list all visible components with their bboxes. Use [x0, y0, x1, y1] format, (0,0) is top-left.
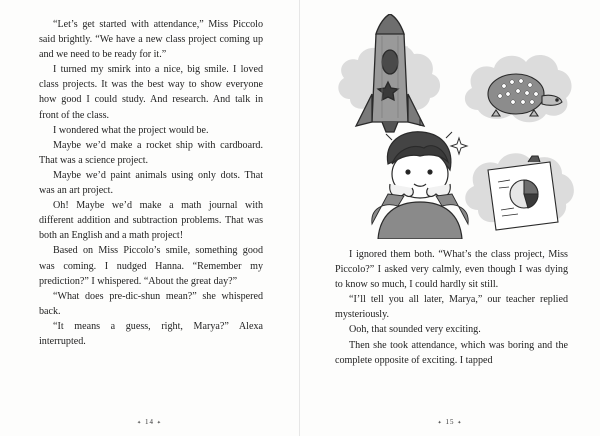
paragraph: I ignored them both. “What’s the class project, Miss Piccolo?” I asked very calmly, even though I was dying to know so much, I could hardly sit still.	[335, 249, 568, 291]
page-number-left	[0, 418, 299, 426]
paragraph: “I’ll tell you all later, Marya,” our teacher replied mysteriously.	[335, 294, 568, 321]
girl-thinking-icon	[372, 118, 468, 239]
page-number: 14	[145, 418, 154, 426]
paragraph: Maybe we’d paint animals using only dots. That was an art project.	[39, 169, 263, 197]
sparkle-icon	[451, 138, 467, 154]
right-page-text	[335, 247, 568, 368]
page-number: 15	[445, 418, 455, 426]
paragraph: Maybe we’d make a rocket ship with cardboard. That was a science project.	[39, 139, 263, 166]
paragraph: Ooh, that sounded very exciting.	[349, 324, 481, 336]
folio-ornament-icon: ✦	[437, 421, 443, 426]
paragraph: Oh! Maybe we’d make a math journal with different addition and subtraction problems. That was both an English and a math project!	[39, 200, 263, 242]
illustration	[328, 14, 580, 239]
paragraph: Then she took attendance, which was boring and the complete opposite of exciting. I tapped	[335, 339, 568, 366]
daydream-illustration	[328, 14, 580, 239]
paragraph: I turned my smirk into a nice, big smile. I loved class projects. It was the best way to show everyone how good I could study. And research. And talk in front of the class.	[39, 64, 263, 121]
page-number-right	[300, 418, 600, 426]
paragraph: I wondered what the project would be.	[53, 124, 209, 136]
paragraph: “Let’s get started with attendance,” Miss Piccolo said brightly. “We have a new class project coming up and we need to be ready for it.”	[39, 19, 263, 61]
paragraph: Based on Miss Piccolo’s smile, something good was coming. I nudged Hanna. “Remember my prediction?” I whispered. “About the great day?”	[39, 245, 263, 287]
folio-ornament-icon: ✦	[457, 421, 463, 426]
folio-ornament-icon: ✦	[156, 421, 162, 426]
left-page-text	[39, 17, 263, 349]
paragraph: “It means a guess, right, Marya?” Alexa interrupted.	[39, 320, 263, 347]
folio-ornament-icon: ✦	[137, 421, 143, 426]
paragraph: “What does pre-dic-shun mean?” she whispered back.	[39, 290, 263, 317]
right-page	[300, 0, 600, 436]
